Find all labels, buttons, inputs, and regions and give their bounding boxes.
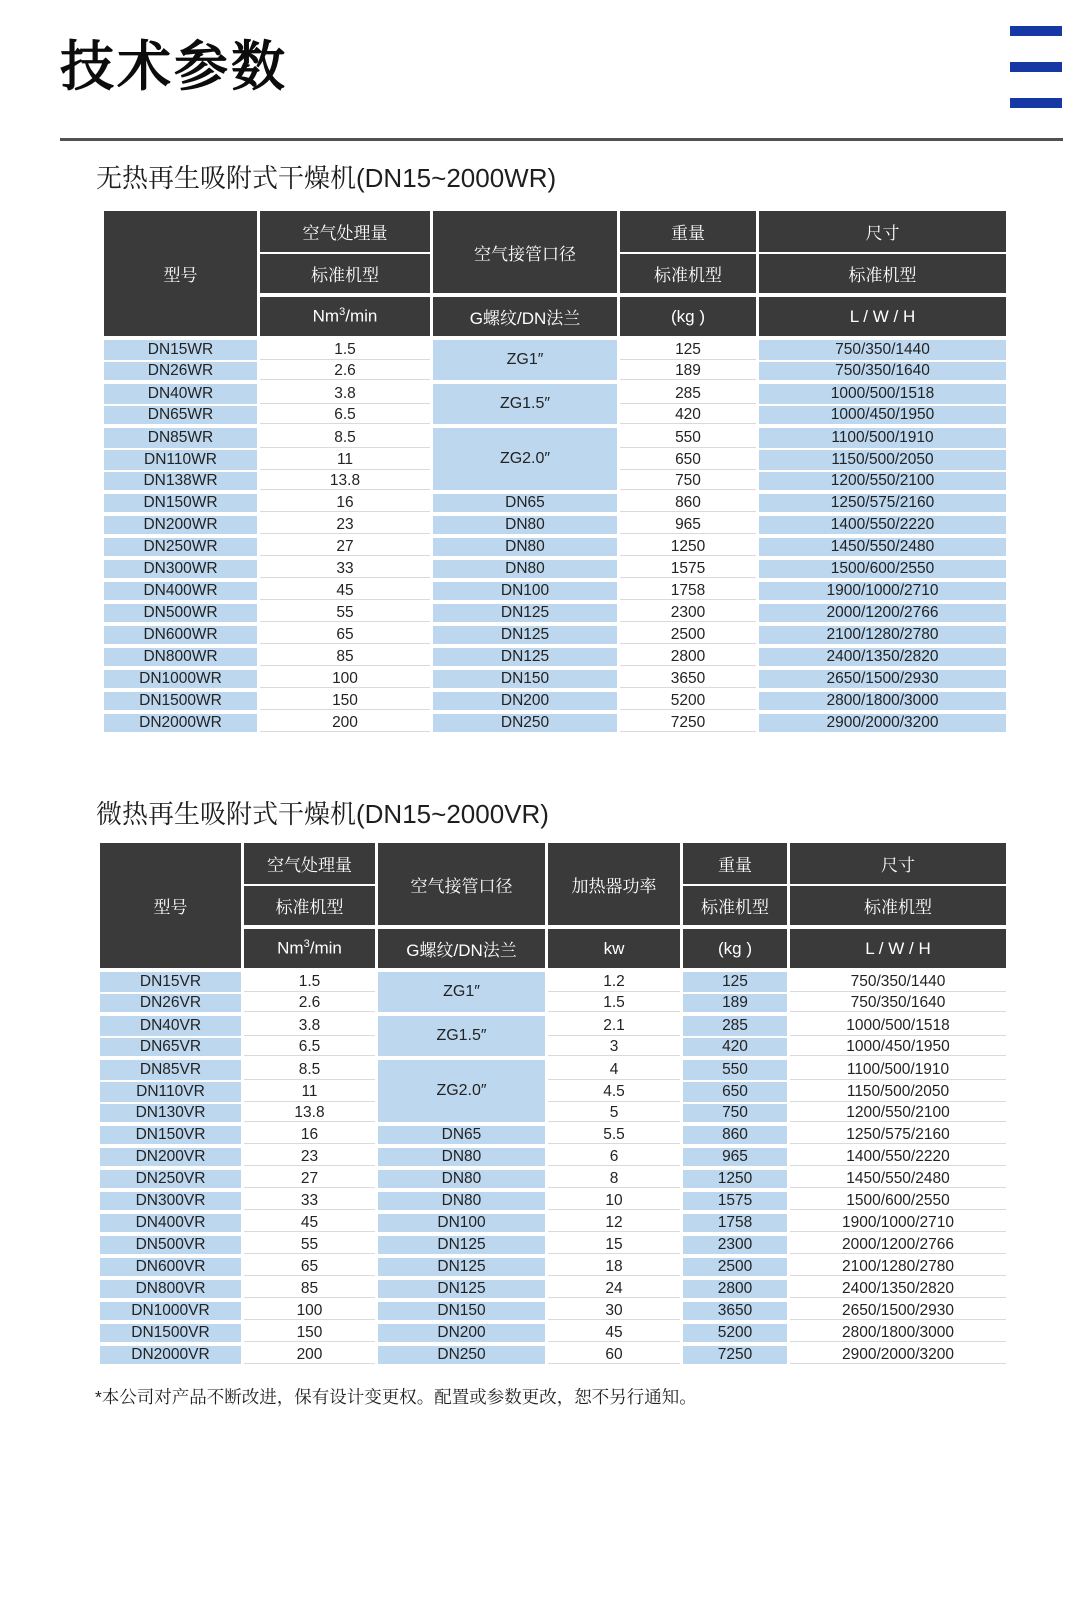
- cell-capacity: 3.8: [244, 1016, 378, 1038]
- cell-power: 1.5: [548, 994, 683, 1016]
- cell-size: 1100/500/1910: [759, 428, 1009, 450]
- cell-conn: DN80: [378, 1192, 548, 1214]
- bar: [1010, 62, 1062, 72]
- col-unit-connection: G螺纹/DN法兰: [433, 297, 620, 340]
- cell-size: 1400/550/2220: [790, 1148, 1009, 1170]
- table-row: [104, 538, 1009, 560]
- cell-model: DN65WR: [104, 406, 260, 428]
- cell-capacity: 23: [244, 1148, 378, 1170]
- col-unit-size: L / W / H: [759, 297, 1009, 340]
- cell-weight: 2800: [620, 648, 759, 670]
- cell-capacity: 11: [260, 450, 433, 472]
- cell-model: DN85VR: [100, 1060, 244, 1082]
- table-row: [100, 1148, 1009, 1170]
- cell-power: 12: [548, 1214, 683, 1236]
- cell-model: DN150VR: [100, 1126, 244, 1148]
- cell-conn: ZG1.5″: [378, 1016, 548, 1060]
- col-subheader-standard: 标准机型: [683, 886, 790, 929]
- table-row: [100, 1214, 1009, 1236]
- cell-conn: DN125: [433, 648, 620, 670]
- cell-power: 5: [548, 1104, 683, 1126]
- cell-model: DN26WR: [104, 362, 260, 384]
- table-row: [100, 994, 1009, 1016]
- cell-weight: 2300: [620, 604, 759, 626]
- cell-conn: ZG1″: [433, 340, 620, 384]
- unit-text: /min: [345, 306, 378, 326]
- cell-power: 4.5: [548, 1082, 683, 1104]
- cell-capacity: 13.8: [260, 472, 433, 494]
- cell-capacity: 200: [260, 714, 433, 736]
- cell-model: DN1500VR: [100, 1324, 244, 1346]
- cell-capacity: 13.8: [244, 1104, 378, 1126]
- cell-capacity: 6.5: [260, 406, 433, 428]
- cell-conn: DN65: [433, 494, 620, 516]
- cell-capacity: 33: [244, 1192, 378, 1214]
- cell-weight: 285: [683, 1016, 790, 1038]
- unit-text: /min: [309, 938, 342, 958]
- cell-power: 45: [548, 1324, 683, 1346]
- cell-power: 2.1: [548, 1016, 683, 1038]
- cell-size: 1200/550/2100: [759, 472, 1009, 494]
- cell-weight: 860: [683, 1126, 790, 1148]
- cell-size: 1250/575/2160: [759, 494, 1009, 516]
- unit-text: Nm: [277, 938, 304, 958]
- cell-weight: 750: [620, 472, 759, 494]
- cell-capacity: 8.5: [260, 428, 433, 450]
- cell-capacity: 27: [260, 538, 433, 560]
- cell-weight: 189: [620, 362, 759, 384]
- cell-model: DN300VR: [100, 1192, 244, 1214]
- cell-size: 1200/550/2100: [790, 1104, 1009, 1126]
- col-header-capacity: 空气处理量: [244, 843, 378, 886]
- cell-weight: 1575: [683, 1192, 790, 1214]
- cell-size: 750/350/1640: [759, 362, 1009, 384]
- table-row: [104, 604, 1009, 626]
- cell-weight: 5200: [683, 1324, 790, 1346]
- cell-weight: 7250: [683, 1346, 790, 1368]
- col-subheader-standard: 标准机型: [620, 254, 759, 297]
- header-row: [104, 211, 1009, 254]
- cell-capacity: 55: [260, 604, 433, 626]
- vr-dryer-table: [100, 843, 1009, 1368]
- cell-conn: DN125: [433, 626, 620, 648]
- cell-size: 1100/500/1910: [790, 1060, 1009, 1082]
- cell-power: 5.5: [548, 1126, 683, 1148]
- cell-size: 2100/1280/2780: [759, 626, 1009, 648]
- cell-model: DN40WR: [104, 384, 260, 406]
- cell-size: 2650/1500/2930: [790, 1302, 1009, 1324]
- cell-conn: DN80: [433, 560, 620, 582]
- cell-capacity: 6.5: [244, 1038, 378, 1060]
- cell-model: DN800VR: [100, 1280, 244, 1302]
- cell-power: 1.2: [548, 972, 683, 994]
- cell-model: DN65VR: [100, 1038, 244, 1060]
- cell-power: 4: [548, 1060, 683, 1082]
- cell-power: 24: [548, 1280, 683, 1302]
- cell-weight: 7250: [620, 714, 759, 736]
- unit-sup: 3: [339, 306, 346, 319]
- cell-conn: DN125: [433, 604, 620, 626]
- col-subheader-standard: 标准机型: [244, 886, 378, 929]
- cell-size: 1400/550/2220: [759, 516, 1009, 538]
- col-subheader-standard: 标准机型: [759, 254, 1009, 297]
- cell-capacity: 3.8: [260, 384, 433, 406]
- cell-model: DN600VR: [100, 1258, 244, 1280]
- table-row: [100, 1104, 1009, 1126]
- cell-capacity: 55: [244, 1236, 378, 1258]
- col-unit-size: L / W / H: [790, 929, 1009, 972]
- col-unit-connection: G螺纹/DN法兰: [378, 929, 548, 972]
- table1-body: [104, 340, 1009, 736]
- cell-model: DN300WR: [104, 560, 260, 582]
- cell-capacity: 65: [244, 1258, 378, 1280]
- cell-weight: 285: [620, 384, 759, 406]
- col-header-size: 尺寸: [759, 211, 1009, 254]
- cell-weight: 550: [683, 1060, 790, 1082]
- wr-dryer-table: [104, 211, 1009, 736]
- cell-power: 10: [548, 1192, 683, 1214]
- table-row: [100, 972, 1009, 994]
- cell-conn: DN200: [378, 1324, 548, 1346]
- table2-body: [100, 972, 1009, 1368]
- unit-text: Nm: [312, 306, 340, 326]
- cell-weight: 1250: [683, 1170, 790, 1192]
- cell-conn: ZG1.5″: [433, 384, 620, 428]
- header-row: [100, 843, 1009, 886]
- cell-weight: 1758: [620, 582, 759, 604]
- cell-conn: ZG2.0″: [433, 428, 620, 494]
- cell-size: 1450/550/2480: [790, 1170, 1009, 1192]
- cell-weight: 550: [620, 428, 759, 450]
- cell-size: 2400/1350/2820: [790, 1280, 1009, 1302]
- table-row: [104, 516, 1009, 538]
- cell-size: 2900/2000/3200: [790, 1346, 1009, 1368]
- cell-weight: 2500: [620, 626, 759, 648]
- col-header-connection: 空气接管口径: [433, 211, 620, 297]
- col-unit-power: kw: [548, 929, 683, 972]
- section-microheat-dryer: [0, 794, 1087, 1368]
- cell-size: 750/350/1440: [790, 972, 1009, 994]
- table-row: [100, 1346, 1009, 1368]
- table-row: [100, 1236, 1009, 1258]
- cell-weight: 965: [620, 516, 759, 538]
- cell-capacity: 45: [244, 1214, 378, 1236]
- table-row: [100, 1126, 1009, 1148]
- table-row: [104, 648, 1009, 670]
- col-header-connection: 空气接管口径: [378, 843, 548, 929]
- cell-size: 1250/575/2160: [790, 1126, 1009, 1148]
- cell-size: 2000/1200/2766: [759, 604, 1009, 626]
- cell-capacity: 65: [260, 626, 433, 648]
- cell-model: DN800WR: [104, 648, 260, 670]
- cell-weight: 750: [683, 1104, 790, 1126]
- cell-capacity: 2.6: [260, 362, 433, 384]
- section-heatless-dryer: [0, 158, 1087, 736]
- cell-weight: 650: [620, 450, 759, 472]
- cell-model: DN85WR: [104, 428, 260, 450]
- cell-weight: 1575: [620, 560, 759, 582]
- table-row: [100, 1170, 1009, 1192]
- bar: [1010, 98, 1062, 108]
- cell-model: DN40VR: [100, 1016, 244, 1038]
- cell-power: 18: [548, 1258, 683, 1280]
- cell-model: DN600WR: [104, 626, 260, 648]
- cell-conn: DN100: [378, 1214, 548, 1236]
- cell-weight: 2500: [683, 1258, 790, 1280]
- cell-weight: 965: [683, 1148, 790, 1170]
- cell-size: 1900/1000/2710: [759, 582, 1009, 604]
- cell-conn: DN80: [378, 1170, 548, 1192]
- cell-size: 1150/500/2050: [759, 450, 1009, 472]
- cell-model: DN138WR: [104, 472, 260, 494]
- page-title: 技术参数: [60, 37, 288, 97]
- cell-weight: 420: [683, 1038, 790, 1060]
- cell-size: 2800/1800/3000: [759, 692, 1009, 714]
- cell-capacity: 8.5: [244, 1060, 378, 1082]
- cell-model: DN400VR: [100, 1214, 244, 1236]
- col-header-power: 加热器功率: [548, 843, 683, 929]
- cell-size: 2400/1350/2820: [759, 648, 1009, 670]
- cell-size: 1450/550/2480: [759, 538, 1009, 560]
- cell-power: 6: [548, 1148, 683, 1170]
- col-unit-weight: (kg ): [620, 297, 759, 340]
- table-row: [104, 340, 1009, 362]
- cell-weight: 2800: [683, 1280, 790, 1302]
- table-row: [104, 560, 1009, 582]
- cell-model: DN500WR: [104, 604, 260, 626]
- cell-power: 30: [548, 1302, 683, 1324]
- cell-capacity: 16: [260, 494, 433, 516]
- cell-model: DN1000VR: [100, 1302, 244, 1324]
- cell-capacity: 200: [244, 1346, 378, 1368]
- cell-model: DN500VR: [100, 1236, 244, 1258]
- cell-capacity: 16: [244, 1126, 378, 1148]
- cell-model: DN15VR: [100, 972, 244, 994]
- col-header-weight: 重量: [620, 211, 759, 254]
- cell-model: DN250WR: [104, 538, 260, 560]
- cell-conn: DN80: [378, 1148, 548, 1170]
- cell-capacity: 2.6: [244, 994, 378, 1016]
- cell-capacity: 85: [244, 1280, 378, 1302]
- table-row: [104, 714, 1009, 736]
- cell-model: DN250VR: [100, 1170, 244, 1192]
- cell-model: DN200WR: [104, 516, 260, 538]
- cell-conn: DN200: [433, 692, 620, 714]
- divider: [60, 138, 1063, 141]
- cell-size: 1000/450/1950: [759, 406, 1009, 428]
- col-header-model: 型号: [100, 843, 244, 972]
- cell-conn: DN150: [378, 1302, 548, 1324]
- cell-model: DN2000VR: [100, 1346, 244, 1368]
- col-subheader-standard: 标准机型: [260, 254, 433, 297]
- cell-model: DN150WR: [104, 494, 260, 516]
- cell-power: 60: [548, 1346, 683, 1368]
- table-row: [104, 670, 1009, 692]
- cell-conn: DN80: [433, 516, 620, 538]
- cell-capacity: 100: [244, 1302, 378, 1324]
- col-header-weight: 重量: [683, 843, 790, 886]
- cell-conn: ZG1″: [378, 972, 548, 1016]
- cell-size: 1150/500/2050: [790, 1082, 1009, 1104]
- cell-weight: 5200: [620, 692, 759, 714]
- cell-capacity: 45: [260, 582, 433, 604]
- cell-size: 1900/1000/2710: [790, 1214, 1009, 1236]
- cell-weight: 3650: [620, 670, 759, 692]
- col-header-capacity: 空气处理量: [260, 211, 433, 254]
- cell-capacity: 11: [244, 1082, 378, 1104]
- col-header-model: 型号: [104, 211, 260, 340]
- cell-capacity: 33: [260, 560, 433, 582]
- cell-model: DN110WR: [104, 450, 260, 472]
- cell-capacity: 150: [260, 692, 433, 714]
- cell-weight: 650: [683, 1082, 790, 1104]
- table-row: [100, 1038, 1009, 1060]
- table-row: [100, 1082, 1009, 1104]
- cell-capacity: 100: [260, 670, 433, 692]
- col-header-size: 尺寸: [790, 843, 1009, 886]
- table-row: [100, 1060, 1009, 1082]
- col-unit-capacity: [260, 297, 433, 340]
- cell-power: 15: [548, 1236, 683, 1258]
- cell-model: DN26VR: [100, 994, 244, 1016]
- col-subheader-standard: 标准机型: [790, 886, 1009, 929]
- unit-sup: 3: [303, 938, 310, 951]
- cell-power: 8: [548, 1170, 683, 1192]
- cell-size: 1000/500/1518: [790, 1016, 1009, 1038]
- cell-power: 3: [548, 1038, 683, 1060]
- table2-heading: 微热再生吸附式干燥机(DN15~2000VR): [96, 799, 549, 830]
- cell-model: DN1500WR: [104, 692, 260, 714]
- table-row: [100, 1192, 1009, 1214]
- cell-conn: DN250: [378, 1346, 548, 1368]
- col-unit-weight: (kg ): [683, 929, 790, 972]
- cell-conn: DN250: [433, 714, 620, 736]
- col-unit-capacity: [244, 929, 378, 972]
- cell-size: 1500/600/2550: [759, 560, 1009, 582]
- table2-header: [100, 843, 1009, 972]
- cell-size: 2800/1800/3000: [790, 1324, 1009, 1346]
- footnote: *本公司对产品不断改进，保有设计变更权。配置或参数更改，恕不另行通知。: [95, 1387, 697, 1408]
- cell-model: DN15WR: [104, 340, 260, 362]
- cell-model: DN400WR: [104, 582, 260, 604]
- table-row: [104, 428, 1009, 450]
- table1-header: [104, 211, 1009, 340]
- cell-weight: 860: [620, 494, 759, 516]
- cell-conn: DN125: [378, 1258, 548, 1280]
- table-row: [104, 582, 1009, 604]
- cell-conn: DN65: [378, 1126, 548, 1148]
- table-row: [104, 494, 1009, 516]
- cell-size: 1000/500/1518: [759, 384, 1009, 406]
- table-row: [100, 1280, 1009, 1302]
- cell-weight: 1250: [620, 538, 759, 560]
- cell-model: DN1000WR: [104, 670, 260, 692]
- cell-conn: DN100: [433, 582, 620, 604]
- cell-conn: DN80: [433, 538, 620, 560]
- cell-weight: 3650: [683, 1302, 790, 1324]
- cell-model: DN2000WR: [104, 714, 260, 736]
- cell-capacity: 1.5: [260, 340, 433, 362]
- cell-weight: 1758: [683, 1214, 790, 1236]
- table-row: [104, 626, 1009, 648]
- cell-weight: 189: [683, 994, 790, 1016]
- table1-heading: 无热再生吸附式干燥机(DN15~2000WR): [96, 163, 557, 194]
- cell-capacity: 23: [260, 516, 433, 538]
- cell-conn: DN125: [378, 1236, 548, 1258]
- cell-capacity: 1.5: [244, 972, 378, 994]
- table-row: [100, 1258, 1009, 1280]
- cell-size: 1500/600/2550: [790, 1192, 1009, 1214]
- cell-weight: 125: [620, 340, 759, 362]
- cell-model: DN130VR: [100, 1104, 244, 1126]
- cell-conn: DN125: [378, 1280, 548, 1302]
- table-row: [100, 1016, 1009, 1038]
- cell-size: 2100/1280/2780: [790, 1258, 1009, 1280]
- cell-weight: 420: [620, 406, 759, 428]
- table-row: [104, 692, 1009, 714]
- cell-capacity: 85: [260, 648, 433, 670]
- bar: [1010, 26, 1062, 36]
- cell-size: 750/350/1440: [759, 340, 1009, 362]
- page-header: [0, 0, 1087, 98]
- cell-size: 2650/1500/2930: [759, 670, 1009, 692]
- menu-bars-icon: [1010, 26, 1062, 108]
- cell-model: DN110VR: [100, 1082, 244, 1104]
- cell-capacity: 150: [244, 1324, 378, 1346]
- cell-size: 2900/2000/3200: [759, 714, 1009, 736]
- cell-weight: 125: [683, 972, 790, 994]
- table-row: [100, 1324, 1009, 1346]
- cell-weight: 2300: [683, 1236, 790, 1258]
- cell-capacity: 27: [244, 1170, 378, 1192]
- table-row: [100, 1302, 1009, 1324]
- cell-size: 1000/450/1950: [790, 1038, 1009, 1060]
- cell-conn: ZG2.0″: [378, 1060, 548, 1126]
- table-row: [104, 384, 1009, 406]
- cell-model: DN200VR: [100, 1148, 244, 1170]
- cell-conn: DN150: [433, 670, 620, 692]
- cell-size: 750/350/1640: [790, 994, 1009, 1016]
- cell-size: 2000/1200/2766: [790, 1236, 1009, 1258]
